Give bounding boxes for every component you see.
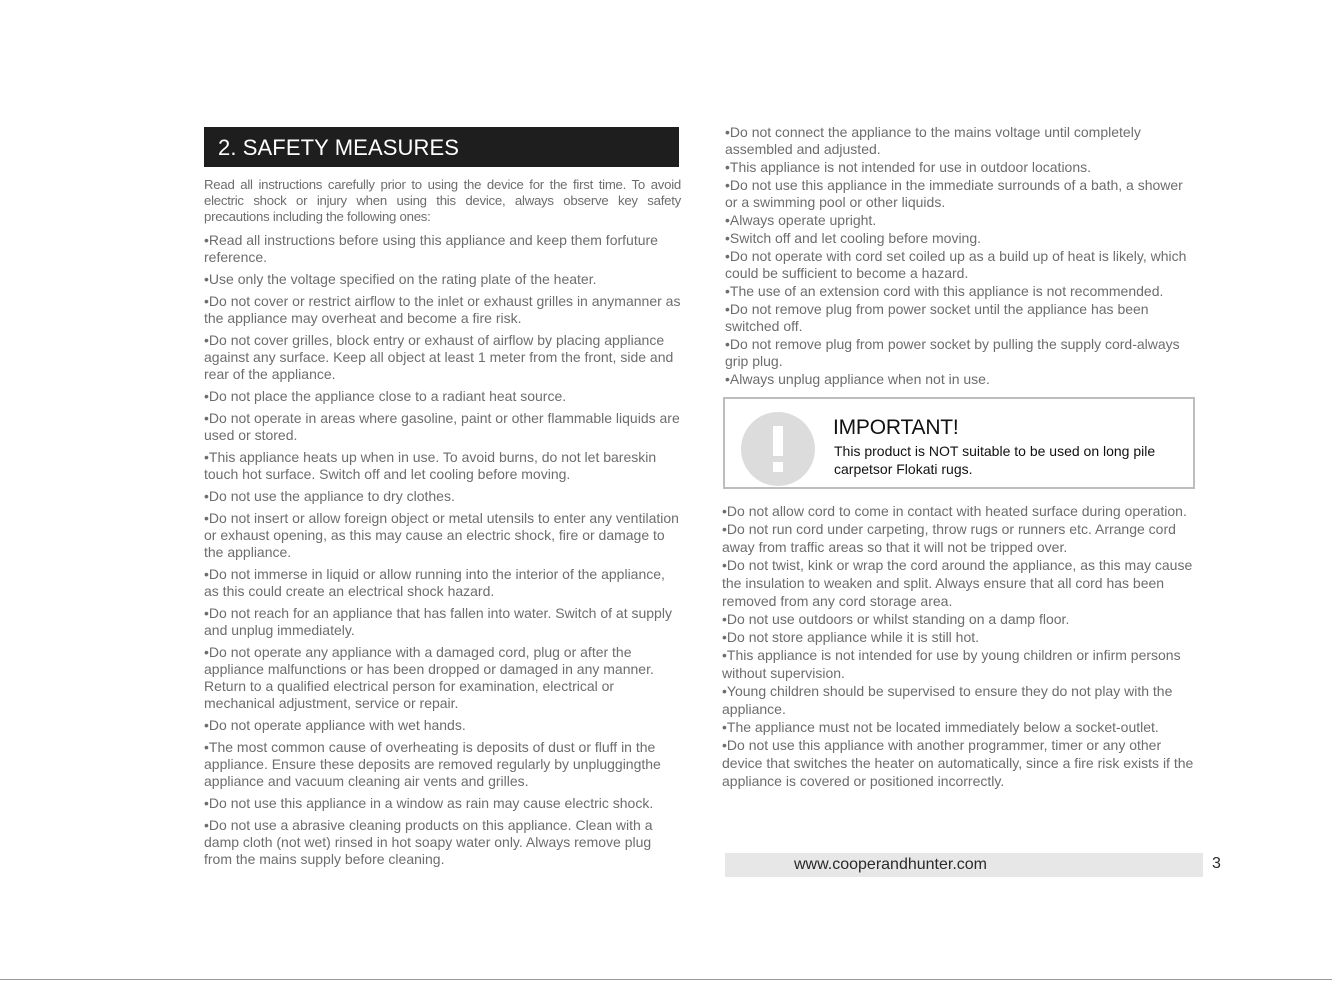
important-text: This product is NOT suitable to be used on long pile carpetsor Flokati rugs. (834, 443, 1156, 477)
list-item: •Do not use this appliance with another programmer, timer or any other device that switches the heater on automatically, since a fire risk exists if the appliance is covered or positioned incorrectly. (722, 737, 1194, 789)
list-item: •Do not reach for an appliance that has fallen into water. Switch of at supply and unplug immediately. (204, 605, 672, 638)
section-title: 2. SAFETY MEASURES (204, 127, 679, 167)
right-column (725, 124, 1195, 389)
list-item: •Do not operate appliance with wet hands. (204, 717, 466, 733)
footer-url-bar (725, 853, 1203, 877)
safety-list-left (204, 232, 681, 868)
list-item: •The appliance must not be located immediately below a socket-outlet. (722, 719, 1159, 735)
list-item: •Do not operate in areas where gasoline, paint or other flammable liquids are used or stored. (204, 410, 680, 443)
list-item: •Do not place the appliance close to a radiant heat source. (204, 388, 567, 404)
list-item: •This appliance heats up when in use. To avoid burns, do not let bareskin touch hot surface. Switch off and let cooling before moving. (204, 449, 657, 482)
list-item: •The most common cause of overheating is deposits of dust or fluff in the appliance. Ensure these deposits are removed regularly by unpluggingthe appliance and vacuum cleaning air vents and grilles. (204, 739, 661, 789)
important-notice (723, 397, 1195, 489)
list-item: •Always unplug appliance when not in use. (725, 371, 990, 387)
list-item: •Do not cover or restrict airflow to the inlet or exhaust grilles in anymanner as the appliance may overheat and become a fire risk. (204, 293, 681, 326)
list-item: •Do not use a abrasive cleaning products on this appliance. Clean with a damp cloth (not wet) rinsed in hot soapy water only. Always remove plug from the mains supply before cleaning. (204, 817, 653, 867)
list-item: •Do not immerse in liquid or allow running into the interior of the appliance, as this could create an electrical shock hazard. (204, 566, 665, 599)
list-item: •Use only the voltage specified on the rating plate of the heater. (204, 271, 597, 287)
list-item: •Do not insert or allow foreign object or metal utensils to enter any ventilation or exhaust opening, as this may cause an electric shock, fire or damage to the appliance. (204, 510, 679, 560)
important-title: IMPORTANT! (833, 416, 959, 439)
page-number: 3 (1212, 855, 1221, 872)
list-item: •Do not operate with cord set coiled up as a build up of heat is likely, which could be sufficient to become a hazard. (725, 248, 1187, 281)
intro-paragraph: Read all instructions carefully prior to using the device for the first time. To avoid electric shock or injury when using this device, always observe key safety precautions including the following ones: (204, 177, 681, 224)
list-item: •Always operate upright. (725, 212, 877, 228)
list-item: •Do not run cord under carpeting, throw rugs or runners etc. Arrange cord away from traffic areas so that it will not be tripped over. (722, 521, 1176, 555)
list-item: •Do not use this appliance in the immediate surrounds of a bath, a shower or a swimming pool or other liquids. (725, 177, 1183, 210)
list-item: •This appliance is not intended for use in outdoor locations. (725, 159, 1092, 175)
safety-list-right (725, 124, 1195, 388)
list-item: •Do not remove plug from power socket until the appliance has been switched off. (725, 301, 1149, 334)
list-item: •Do not use outdoors or whilst standing on a damp floor. (722, 611, 1070, 627)
list-item: •Do not use this appliance in a window as rain may cause electric shock. (204, 795, 654, 811)
left-column (204, 127, 681, 873)
page-bottom-divider (0, 979, 1332, 980)
list-item: •Do not allow cord to come in contact with heated surface during operation. (722, 503, 1187, 519)
list-item: •Do not use the appliance to dry clothes. (204, 488, 455, 504)
website-link[interactable]: www.cooperandhunter.com (794, 856, 987, 873)
list-item: •Do not connect the appliance to the mains voltage until completely assembled and adjusted. (725, 124, 1141, 157)
list-item: •Young children should be supervised to ensure they do not play with the appliance. (722, 683, 1173, 717)
list-item: •Do not remove plug from power socket by pulling the supply cord-always grip plug. (725, 336, 1180, 369)
list-item: •This appliance is not intended for use by young children or infirm persons without supervision. (722, 647, 1181, 681)
exclamation-icon (741, 412, 815, 486)
list-item: •Read all instructions before using this appliance and keep them forfuture reference. (204, 232, 658, 265)
list-item: •Do not twist, kink or wrap the cord around the appliance, as this may cause the insulation to weaken and split. Always ensure that all cord has been removed from any cord storage area. (722, 557, 1193, 609)
list-item: •Do not cover grilles, block entry or exhaust of airflow by placing appliance against any surface. Keep all object at least 1 meter from the front, side and rear of the appliance. (204, 332, 674, 382)
list-item: •Do not store appliance while it is still hot. (722, 629, 980, 645)
list-item: •Switch off and let cooling before moving. (725, 230, 982, 246)
list-item: •The use of an extension cord with this appliance is not recommended. (725, 283, 1164, 299)
right-column-lower (722, 502, 1198, 790)
list-item: •Do not operate any appliance with a damaged cord, plug or after the appliance malfunctions or has been dropped or damaged in any manner. Return to a qualified electrical person for examination, electrical or mechanical adjustment, service or repair. (204, 644, 654, 711)
